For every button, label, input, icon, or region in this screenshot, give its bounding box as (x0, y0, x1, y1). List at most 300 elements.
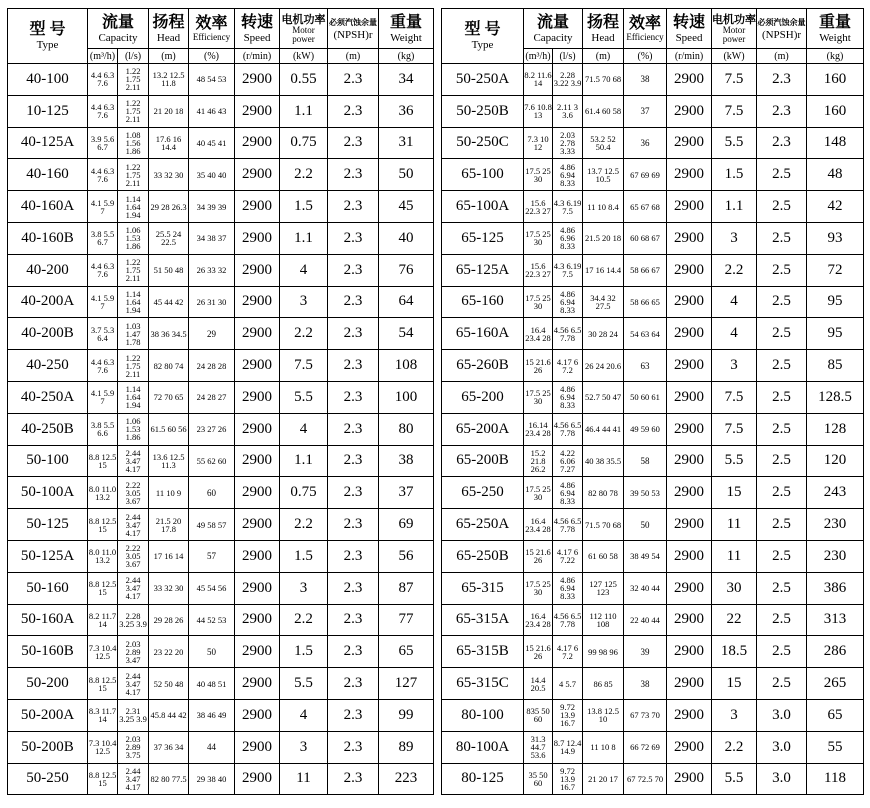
capacity-m3h-cell: 835 50 60 (524, 699, 553, 731)
table-row (8, 191, 434, 223)
capacity-ls-cell: 1.03 1.47 1.78 (118, 318, 149, 350)
head-cell: 112 110 108 (583, 604, 624, 636)
efficiency-cell: 26 33 32 (189, 254, 235, 286)
head-cell: 86 85 (583, 668, 624, 700)
head-cell: 82 80 74 (149, 350, 189, 382)
head-cell: 99 98 96 (583, 636, 624, 668)
efficiency-cell: 38 46 49 (189, 699, 235, 731)
npsh-cell: 2.3 (328, 413, 379, 445)
head-cell: 21 20 17 (583, 763, 624, 795)
efficiency-cell: 67 73 70 (624, 699, 667, 731)
power-cell: 3 (712, 222, 757, 254)
type-cell: 40-250 (8, 350, 88, 382)
npsh-cell: 2.3 (328, 159, 379, 191)
head-cell: 45 44 42 (149, 286, 189, 318)
capacity-ls-cell: 4.56 6.5 7.78 (553, 318, 583, 350)
npsh-cell: 2.3 (757, 64, 807, 96)
capacity-ls-cell: 4.86 6.96 8.33 (553, 222, 583, 254)
capacity-ls-cell: 2.44 3.47 4.17 (118, 509, 149, 541)
type-cell: 65-315B (442, 636, 524, 668)
efficiency-cell: 60 68 67 (624, 222, 667, 254)
capacity-ls-cell: 4.17 6 7.2 (553, 636, 583, 668)
efficiency-cell: 60 (189, 477, 235, 509)
capacity-ls-cell: 2.44 3.47 4.17 (118, 763, 149, 795)
npsh-unit: (m) (757, 49, 807, 64)
capacity-m3h-cell: 4.1 5.9 7 (88, 381, 118, 413)
capacity-m3h-cell: 8.0 11.0 13.2 (88, 540, 118, 572)
capacity-ls-cell: 2.28 3.22 3.9 (553, 64, 583, 96)
npsh-header: 必须汽蚀余量 (NPSH)r (757, 9, 807, 49)
head-cell: 82 80 78 (583, 477, 624, 509)
efficiency-cell: 24 28 27 (189, 381, 235, 413)
weight-cell: 230 (807, 509, 864, 541)
npsh-cell: 2.5 (757, 540, 807, 572)
power-cell: 2.2 (280, 159, 328, 191)
weight-cell: 93 (807, 222, 864, 254)
head-cell: 40 38 35.5 (583, 445, 624, 477)
npsh-unit: (m) (328, 49, 379, 64)
power-cell: 1.5 (280, 636, 328, 668)
table-row (442, 350, 864, 382)
power-cell: 11 (280, 763, 328, 795)
type-cell: 40-160 (8, 159, 88, 191)
table-row (8, 731, 434, 763)
capacity-ls-cell: 2.11 3 3.6 (553, 95, 583, 127)
head-cell: 17.6 16 14.4 (149, 127, 189, 159)
capacity-m3h-cell: 8.2 11.7 14 (88, 604, 118, 636)
speed-cell: 2900 (235, 413, 280, 445)
speed-unit: (r/min) (235, 49, 280, 64)
head-cell: 13.6 12.5 11.3 (149, 445, 189, 477)
head-cell: 61 60 58 (583, 540, 624, 572)
speed-cell: 2900 (235, 763, 280, 795)
type-cell: 65-315 (442, 572, 524, 604)
npsh-cell: 2.3 (328, 604, 379, 636)
npsh-cell: 2.3 (328, 668, 379, 700)
speed-cell: 2900 (235, 127, 280, 159)
head-cell: 21.5 20 17.8 (149, 509, 189, 541)
type-cell: 40-250B (8, 413, 88, 445)
table-row (8, 445, 434, 477)
capacity-m3h-cell: 15 21.6 26 (524, 636, 553, 668)
weight-cell: 65 (379, 636, 434, 668)
weight-cell: 128 (807, 413, 864, 445)
speed-cell: 2900 (667, 509, 712, 541)
type-header: 型 号 Type (442, 9, 524, 64)
efficiency-cell: 57 (189, 540, 235, 572)
weight-cell: 120 (807, 445, 864, 477)
capacity-ls-cell: 4.56 6.5 7.78 (553, 413, 583, 445)
type-cell: 65-200A (442, 413, 524, 445)
npsh-cell: 2.5 (757, 381, 807, 413)
weight-cell: 128.5 (807, 381, 864, 413)
npsh-cell: 3.0 (757, 731, 807, 763)
weight-unit: (kg) (807, 49, 864, 64)
capacity-m3h-cell: 7.3 10 12 (524, 127, 553, 159)
power-cell: 1.1 (280, 222, 328, 254)
power-unit: (kW) (712, 49, 757, 64)
capacity-m3h-cell: 7.3 10.4 12.5 (88, 636, 118, 668)
capacity-m3h-cell: 8.8 12.5 15 (88, 572, 118, 604)
capacity-m3h-cell: 4.1 5.9 7 (88, 191, 118, 223)
type-cell: 50-125 (8, 509, 88, 541)
efficiency-cell: 50 (624, 509, 667, 541)
npsh-cell: 2.3 (328, 540, 379, 572)
npsh-cell: 2.3 (328, 763, 379, 795)
table-row (442, 64, 864, 96)
capacity-ls-cell: 4.86 6.94 8.33 (553, 477, 583, 509)
power-cell: 2.2 (280, 604, 328, 636)
type-cell: 50-250B (442, 95, 524, 127)
power-cell: 1.5 (712, 159, 757, 191)
capacity-ls-cell: 1.14 1.64 1.94 (118, 381, 149, 413)
weight-cell: 89 (379, 731, 434, 763)
weight-header: 重量 Weight (807, 9, 864, 49)
capacity-unit-m3h: (m³/h) (88, 49, 118, 64)
power-cell: 5.5 (280, 668, 328, 700)
power-cell: 2.2 (712, 731, 757, 763)
power-cell: 3 (280, 286, 328, 318)
weight-cell: 386 (807, 572, 864, 604)
npsh-cell: 2.3 (328, 477, 379, 509)
speed-cell: 2900 (667, 699, 712, 731)
power-cell: 3 (712, 699, 757, 731)
table-row (8, 540, 434, 572)
head-cell: 37 36 34 (149, 731, 189, 763)
head-unit: (m) (583, 49, 624, 64)
type-cell: 80-100A (442, 731, 524, 763)
capacity-ls-cell: 2.22 3.05 3.67 (118, 477, 149, 509)
speed-cell: 2900 (667, 191, 712, 223)
capacity-m3h-cell: 3.8 5.5 6.7 (88, 222, 118, 254)
speed-cell: 2900 (235, 731, 280, 763)
capacity-m3h-cell: 4.4 6.3 7.6 (88, 350, 118, 382)
power-cell: 4 (712, 318, 757, 350)
power-header: 电机功率 Motor power (280, 9, 328, 49)
efficiency-header: 效率 Efficiency (189, 9, 235, 49)
capacity-m3h-cell: 15 21.6 26 (524, 540, 553, 572)
capacity-ls-cell: 2.03 2.89 3.75 (118, 731, 149, 763)
speed-cell: 2900 (235, 64, 280, 96)
speed-cell: 2900 (667, 445, 712, 477)
power-cell: 18.5 (712, 636, 757, 668)
header-row (8, 9, 434, 49)
speed-cell: 2900 (667, 222, 712, 254)
npsh-cell: 3.0 (757, 699, 807, 731)
table-row (8, 254, 434, 286)
table-row (442, 127, 864, 159)
head-cell: 17 16 14.4 (583, 254, 624, 286)
capacity-ls-cell: 9.72 13.9 16.7 (553, 699, 583, 731)
power-cell: 3 (280, 572, 328, 604)
table-row (8, 286, 434, 318)
type-cell: 65-250 (442, 477, 524, 509)
npsh-cell: 2.3 (328, 509, 379, 541)
capacity-ls-cell: 1.22 1.75 2.11 (118, 159, 149, 191)
capacity-ls-cell: 1.22 1.75 2.11 (118, 254, 149, 286)
capacity-ls-cell: 4.86 6.94 8.33 (553, 381, 583, 413)
efficiency-cell: 50 (189, 636, 235, 668)
capacity-m3h-cell: 17.5 25 30 (524, 381, 553, 413)
speed-cell: 2900 (235, 286, 280, 318)
efficiency-cell: 67 69 69 (624, 159, 667, 191)
speed-cell: 2900 (667, 731, 712, 763)
type-cell: 50-100 (8, 445, 88, 477)
power-cell: 2.2 (280, 509, 328, 541)
capacity-m3h-cell: 7.3 10.4 12.5 (88, 731, 118, 763)
table-row (8, 509, 434, 541)
capacity-m3h-cell: 8.0 11.0 13.2 (88, 477, 118, 509)
speed-cell: 2900 (235, 254, 280, 286)
power-cell: 4 (280, 413, 328, 445)
weight-cell: 45 (379, 191, 434, 223)
head-unit: (m) (149, 49, 189, 64)
power-cell: 4 (280, 254, 328, 286)
table-row (442, 540, 864, 572)
power-cell: 3 (280, 731, 328, 763)
capacity-m3h-cell: 8.8 12.5 15 (88, 668, 118, 700)
capacity-ls-cell: 2.44 3.47 4.17 (118, 445, 149, 477)
speed-cell: 2900 (235, 318, 280, 350)
speed-cell: 2900 (667, 572, 712, 604)
efficiency-cell: 40 48 51 (189, 668, 235, 700)
speed-header: 转速 Speed (235, 9, 280, 49)
table-row (8, 159, 434, 191)
npsh-cell: 2.5 (757, 350, 807, 382)
efficiency-cell: 63 (624, 350, 667, 382)
speed-cell: 2900 (667, 604, 712, 636)
efficiency-cell: 26 31 30 (189, 286, 235, 318)
weight-cell: 72 (807, 254, 864, 286)
npsh-cell: 2.5 (757, 254, 807, 286)
efficiency-cell: 49 59 60 (624, 413, 667, 445)
speed-cell: 2900 (667, 381, 712, 413)
capacity-unit-ls: (l/s) (553, 49, 583, 64)
speed-cell: 2900 (235, 95, 280, 127)
power-cell: 1.5 (280, 191, 328, 223)
capacity-ls-cell: 4 5.7 (553, 668, 583, 700)
power-cell: 30 (712, 572, 757, 604)
power-cell: 5.5 (712, 445, 757, 477)
type-cell: 65-315A (442, 604, 524, 636)
power-cell: 0.75 (280, 477, 328, 509)
capacity-m3h-cell: 3.7 5.3 6.4 (88, 318, 118, 350)
capacity-m3h-cell: 7.6 10.8 13 (524, 95, 553, 127)
type-cell: 50-250 (8, 763, 88, 795)
head-cell: 13.8 12.5 10 (583, 699, 624, 731)
weight-cell: 230 (807, 540, 864, 572)
capacity-m3h-cell: 4.4 6.3 7.6 (88, 64, 118, 96)
speed-cell: 2900 (667, 668, 712, 700)
type-cell: 65-160A (442, 318, 524, 350)
efficiency-unit: (%) (624, 49, 667, 64)
table-row (442, 318, 864, 350)
weight-header: 重量 Weight (379, 9, 434, 49)
table-row (8, 318, 434, 350)
table-row (8, 477, 434, 509)
speed-cell: 2900 (667, 254, 712, 286)
capacity-ls-cell: 4.17 6 7.2 (553, 350, 583, 382)
head-cell: 21.5 20 18 (583, 222, 624, 254)
power-cell: 5.5 (712, 127, 757, 159)
weight-cell: 34 (379, 64, 434, 96)
table-row (8, 604, 434, 636)
weight-cell: 54 (379, 318, 434, 350)
type-cell: 50-160A (8, 604, 88, 636)
head-cell: 38 36 34.5 (149, 318, 189, 350)
weight-cell: 127 (379, 668, 434, 700)
weight-cell: 100 (379, 381, 434, 413)
capacity-m3h-cell: 31.3 44.7 53.6 (524, 731, 553, 763)
efficiency-cell: 29 (189, 318, 235, 350)
capacity-ls-cell: 1.06 1.53 1.86 (118, 413, 149, 445)
head-cell: 45.8 44 42 (149, 699, 189, 731)
npsh-cell: 2.5 (757, 636, 807, 668)
capacity-ls-cell: 1.14 1.64 1.94 (118, 286, 149, 318)
head-cell: 17 16 14 (149, 540, 189, 572)
type-cell: 50-160 (8, 572, 88, 604)
capacity-ls-cell: 2.22 3.05 3.67 (118, 540, 149, 572)
capacity-m3h-cell: 16.4 23.4 28 (524, 509, 553, 541)
npsh-cell: 2.3 (328, 286, 379, 318)
power-cell: 4 (280, 699, 328, 731)
power-cell: 7.5 (712, 64, 757, 96)
capacity-m3h-cell: 4.4 6.3 7.6 (88, 95, 118, 127)
type-cell: 50-250C (442, 127, 524, 159)
table-row (442, 636, 864, 668)
power-cell: 3 (712, 350, 757, 382)
table-row (442, 381, 864, 413)
table-row (442, 763, 864, 795)
speed-cell: 2900 (667, 636, 712, 668)
capacity-ls-cell: 1.08 1.56 1.86 (118, 127, 149, 159)
head-header: 扬程 Head (149, 9, 189, 49)
capacity-ls-cell: 2.03 2.78 3.33 (553, 127, 583, 159)
speed-cell: 2900 (235, 445, 280, 477)
capacity-m3h-cell: 8.2 11.6 14 (524, 64, 553, 96)
weight-cell: 77 (379, 604, 434, 636)
speed-cell: 2900 (667, 286, 712, 318)
speed-cell: 2900 (235, 572, 280, 604)
speed-cell: 2900 (667, 127, 712, 159)
head-cell: 21 20 18 (149, 95, 189, 127)
head-header: 扬程 Head (583, 9, 624, 49)
weight-cell: 56 (379, 540, 434, 572)
capacity-ls-cell: 1.06 1.53 1.86 (118, 222, 149, 254)
table-row (8, 668, 434, 700)
table-row (8, 636, 434, 668)
efficiency-cell: 49 58 57 (189, 509, 235, 541)
speed-cell: 2900 (235, 604, 280, 636)
head-cell: 61.4 60 58 (583, 95, 624, 127)
header-row (442, 9, 864, 49)
capacity-m3h-cell: 17.5 25 30 (524, 477, 553, 509)
power-cell: 1.1 (280, 95, 328, 127)
npsh-cell: 2.5 (757, 477, 807, 509)
weight-cell: 148 (807, 127, 864, 159)
capacity-ls-cell: 4.56 6.5 7.78 (553, 604, 583, 636)
capacity-m3h-cell: 15 21.6 26 (524, 350, 553, 382)
speed-cell: 2900 (667, 763, 712, 795)
weight-cell: 313 (807, 604, 864, 636)
capacity-ls-cell: 2.03 2.89 3.47 (118, 636, 149, 668)
weight-cell: 48 (807, 159, 864, 191)
npsh-cell: 2.3 (328, 95, 379, 127)
capacity-ls-cell: 9.72 13.9 16.7 (553, 763, 583, 795)
efficiency-cell: 55 62 60 (189, 445, 235, 477)
weight-cell: 50 (379, 159, 434, 191)
head-cell: 82 80 77.5 (149, 763, 189, 795)
weight-cell: 42 (807, 191, 864, 223)
speed-cell: 2900 (235, 191, 280, 223)
efficiency-cell: 29 38 40 (189, 763, 235, 795)
capacity-ls-cell: 2.31 3.25 3.9 (118, 699, 149, 731)
efficiency-cell: 41 46 43 (189, 95, 235, 127)
type-cell: 65-100 (442, 159, 524, 191)
capacity-ls-cell: 4.86 6.94 8.33 (553, 159, 583, 191)
capacity-m3h-cell: 17.5 25 30 (524, 222, 553, 254)
weight-cell: 55 (807, 731, 864, 763)
type-cell: 40-160B (8, 222, 88, 254)
type-cell: 65-200 (442, 381, 524, 413)
capacity-m3h-cell: 35 50 60 (524, 763, 553, 795)
weight-unit: (kg) (379, 49, 434, 64)
capacity-m3h-cell: 4.1 5.9 7 (88, 286, 118, 318)
efficiency-cell: 22 40 44 (624, 604, 667, 636)
type-cell: 40-200B (8, 318, 88, 350)
weight-cell: 160 (807, 95, 864, 127)
capacity-m3h-cell: 15.6 22.3 27 (524, 191, 553, 223)
table-row (8, 763, 434, 795)
head-cell: 26 24 20.6 (583, 350, 624, 382)
weight-cell: 160 (807, 64, 864, 96)
head-cell: 52 50 48 (149, 668, 189, 700)
power-cell: 11 (712, 509, 757, 541)
speed-cell: 2900 (235, 381, 280, 413)
capacity-m3h-cell: 4.4 6.3 7.6 (88, 254, 118, 286)
head-cell: 61.5 60 56 (149, 413, 189, 445)
capacity-unit-m3h: (m³/h) (525, 50, 551, 62)
type-cell: 80-100 (442, 699, 524, 731)
capacity-m3h-cell: 8.3 11.7 14 (88, 699, 118, 731)
npsh-header: 必须汽蚀余量 (NPSH)r (328, 9, 379, 49)
capacity-ls-cell: 2.44 3.47 4.17 (118, 668, 149, 700)
type-cell: 65-315C (442, 668, 524, 700)
type-cell: 50-100A (8, 477, 88, 509)
efficiency-cell: 44 (189, 731, 235, 763)
type-cell: 50-200B (8, 731, 88, 763)
npsh-cell: 3.0 (757, 763, 807, 795)
speed-cell: 2900 (235, 159, 280, 191)
npsh-cell: 2.3 (328, 127, 379, 159)
capacity-ls-cell: 1.22 1.75 2.11 (118, 95, 149, 127)
table-row (8, 699, 434, 731)
weight-cell: 87 (379, 572, 434, 604)
capacity-ls-cell: 1.22 1.75 2.11 (118, 350, 149, 382)
speed-cell: 2900 (667, 540, 712, 572)
power-unit: (kW) (280, 49, 328, 64)
capacity-header: 流量 Capacity (524, 9, 583, 49)
efficiency-cell: 38 (624, 668, 667, 700)
speed-cell: 2900 (235, 636, 280, 668)
npsh-cell: 2.3 (328, 731, 379, 763)
weight-cell: 69 (379, 509, 434, 541)
table-row (8, 413, 434, 445)
head-cell: 29 28 26.3 (149, 191, 189, 223)
npsh-cell: 2.5 (757, 668, 807, 700)
power-cell: 11 (712, 540, 757, 572)
capacity-m3h-cell: 17.5 25 30 (524, 572, 553, 604)
